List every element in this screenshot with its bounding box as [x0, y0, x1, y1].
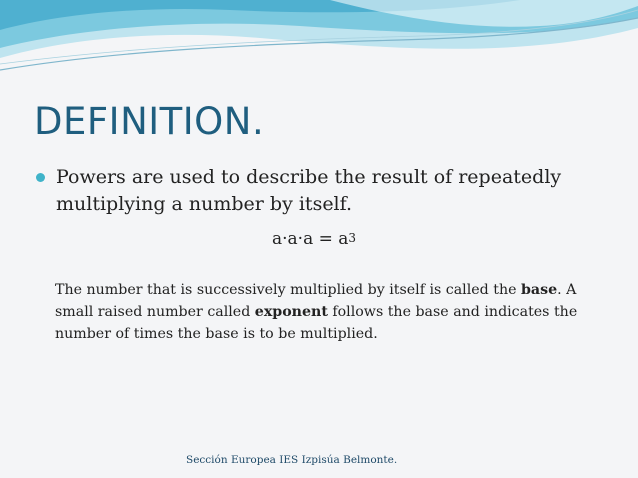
paragraph-text-3: follows the base and indicates the number of times the base is to be multiplied.: [55, 304, 578, 342]
bullet-text: Powers are used to describe the result of repeatedly multiplying a number by itself.: [56, 166, 562, 215]
slide-title: DEFINITION.: [34, 100, 265, 143]
formula-exponent: 3: [348, 231, 357, 245]
paragraph-text-1: The number that is successively multiplied by itself is called the: [55, 282, 521, 298]
bullet-icon: [36, 173, 45, 182]
bullet-item: [36, 164, 596, 218]
power-formula: [272, 229, 356, 249]
paragraph-text-2: . A small raised number called: [55, 282, 577, 320]
term-base: base: [521, 282, 558, 298]
definition-paragraph: [55, 279, 603, 345]
formula-base: a·a·a = a: [272, 229, 349, 249]
term-exponent: exponent: [254, 304, 328, 320]
header-wave-decoration: [0, 0, 638, 80]
footer-text: Sección Europea IES Izpisúa Belmonte.: [186, 454, 398, 466]
